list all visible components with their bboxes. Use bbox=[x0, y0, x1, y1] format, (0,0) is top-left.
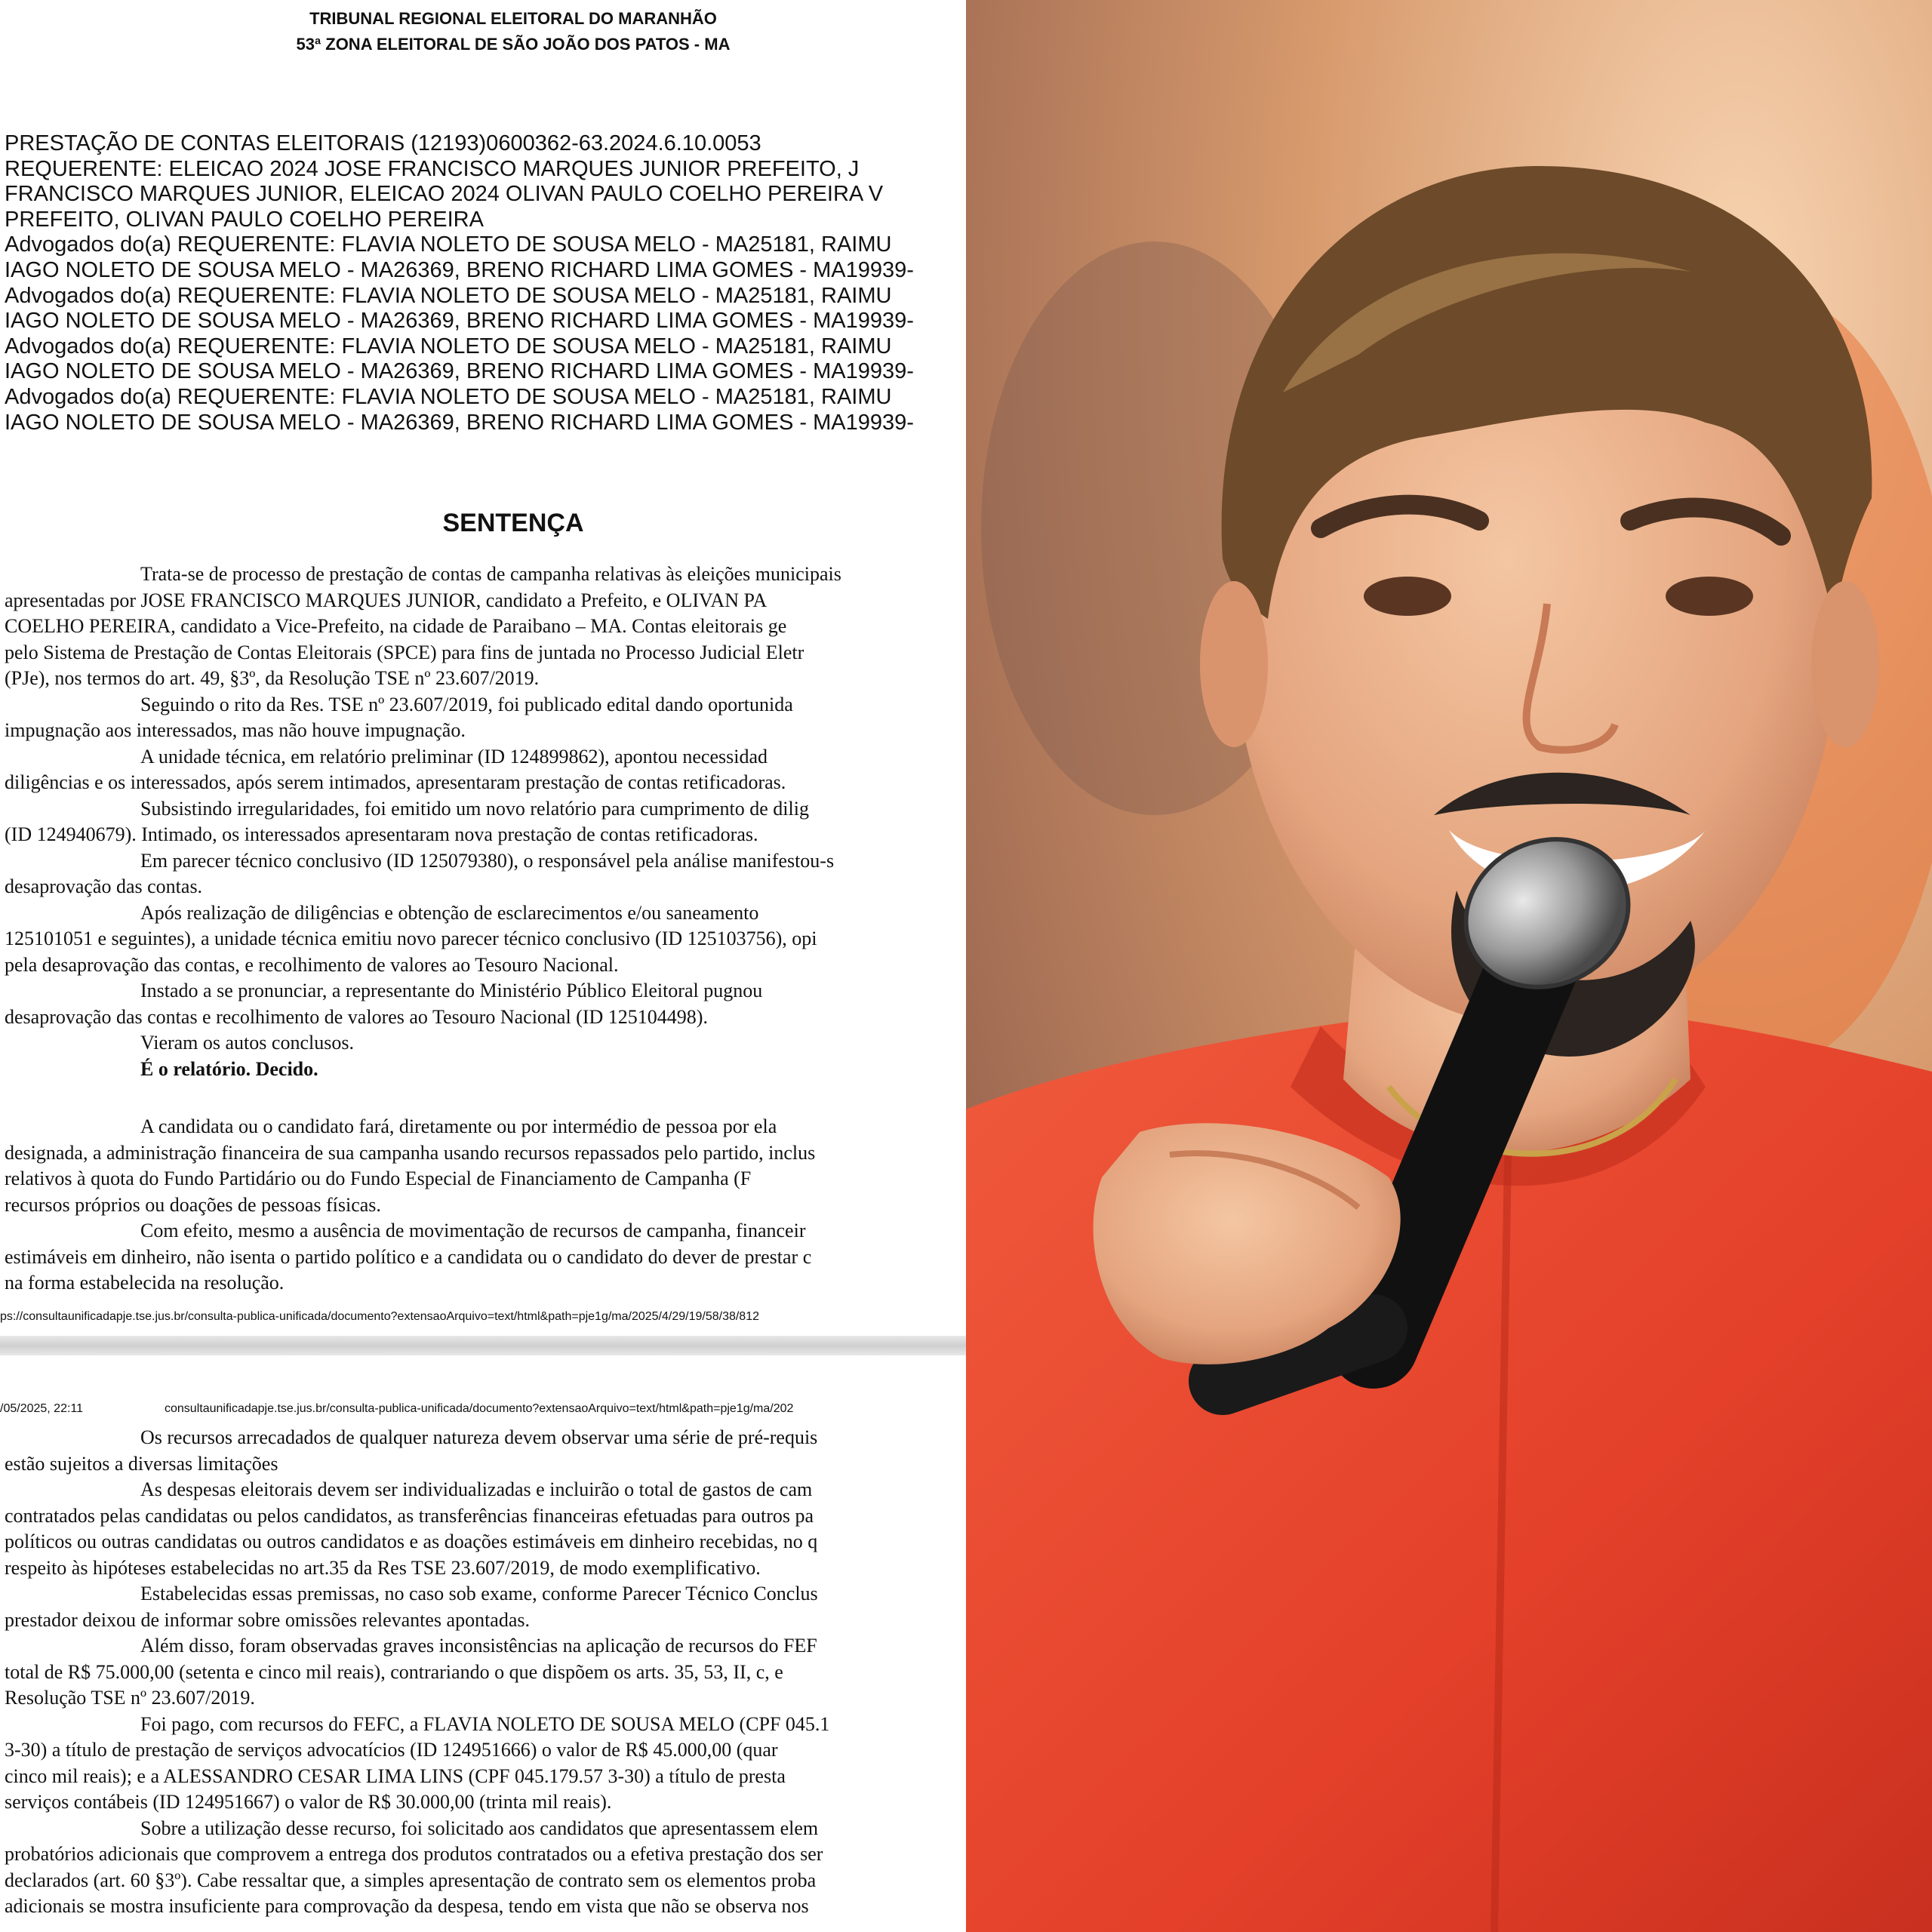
sentence-body-continued bbox=[5, 1114, 966, 1297]
paragraph-line: Trata-se de processo de prestação de contas de campanha relativas às eleições municipais bbox=[140, 563, 841, 585]
paragraph-line: serviços contábeis (ID 124951667) o valor de R$ 30.000,00 (trinta mil reais). bbox=[5, 1791, 612, 1813]
paragraph-line: Seguindo o rito da Res. TSE nº 23.607/2019, foi publicado edital dando oportunida bbox=[140, 693, 793, 715]
paragraph-line: relativos à quota do Fundo Partidário ou do Fundo Especial de Financiamento de Campanha (F bbox=[5, 1168, 752, 1189]
paragraph-line: (ID 124940679). Intimado, os interessados apresentaram nova prestação de contas retificadoras. bbox=[5, 823, 758, 845]
case-line: FRANCISCO MARQUES JUNIOR, ELEICAO 2024 OLIVAN PAULO COELHO PEREIRA V bbox=[5, 182, 884, 207]
paragraph-line: declarados (art. 60 §3º). Cabe ressaltar que, a simples apresentação de contrato sem os elementos proba bbox=[5, 1869, 817, 1891]
paragraph-line: (PJe), nos termos do art. 49, §3º, da Resolução TSE nº 23.607/2019. bbox=[5, 667, 540, 689]
paragraph-line: É o relatório. Decido. bbox=[140, 1057, 318, 1080]
print-date: /05/2025, 22:11 bbox=[0, 1402, 84, 1415]
paragraph-line: apresentadas por JOSE FRANCISCO MARQUES JUNIOR, candidato a Prefeito, e OLIVAN PA bbox=[5, 589, 768, 611]
candidate-photo bbox=[966, 0, 1932, 1932]
paragraph-line: COELHO PEREIRA, candidato a Vice-Prefeito, na cidade de Paraibano – MA. Contas eleitorais ge bbox=[5, 615, 787, 637]
case-line: REQUERENTE: ELEICAO 2024 JOSE FRANCISCO MARQUES JUNIOR PREFEITO, J bbox=[5, 156, 860, 181]
document-page-2 bbox=[0, 1355, 966, 1932]
print-url: consultaunificadapje.tse.jus.br/consulta-publica-unificada/documento?extensaoArquivo=text/html&path=pje1g/ma/202 bbox=[165, 1402, 794, 1415]
paragraph-line: contratados pelas candidatas ou pelos candidatos, as transferências financeiras efetuadas para outros pa bbox=[5, 1504, 814, 1527]
court-name: TRIBUNAL REGIONAL ELEITORAL DO MARANHÃO bbox=[309, 9, 717, 28]
paragraph-line: adicionais se mostra insuficiente para comprovação da despesa, tendo em vista que não se observa nos bbox=[5, 1895, 809, 1917]
paragraph-line: estão sujeitos a diversas limitações bbox=[5, 1452, 278, 1475]
case-line: Advogados do(a) REQUERENTE: FLAVIA NOLETO DE SOUSA MELO - MA25181, RAIMU bbox=[5, 334, 892, 358]
paragraph-line: políticos ou outras candidatas ou outros candidatos e as doações estimáveis em dinheiro recebidas, no q bbox=[5, 1531, 818, 1552]
paragraph-line: Instado a se pronunciar, a representante do Ministério Público Eleitoral pugnou bbox=[140, 980, 763, 1001]
paragraph-line: prestador deixou de informar sobre omissões relevantes apontadas. bbox=[5, 1608, 531, 1631]
paragraph-line: A candidata ou o candidato fará, diretamente ou por intermédio de pessoa por ela bbox=[140, 1115, 777, 1137]
paragraph-line: Além disso, foram observadas graves inconsistências na aplicação de recursos do FEF bbox=[140, 1635, 817, 1657]
paragraph-line: Foi pago, com recursos do FEFC, a FLAVIA NOLETO DE SOUSA MELO (CPF 045.1 bbox=[140, 1712, 830, 1735]
paragraph-line: 3-30) a título de prestação de serviços advocatícios (ID 124951666) o valor de R$ 45.000,00 (quar bbox=[5, 1739, 778, 1761]
paragraph-line: designada, a administração financeira de sua campanha usando recursos repassados pelo partido, inclus bbox=[5, 1141, 816, 1164]
paragraph-line: Estabelecidas essas premissas, no caso sob exame, conforme Parecer Técnico Conclus bbox=[140, 1583, 818, 1604]
paragraph-line: desaprovação das contas. bbox=[5, 875, 203, 897]
case-line: IAGO NOLETO DE SOUSA MELO - MA26369, BRENO RICHARD LIMA GOMES - MA19939- bbox=[5, 359, 914, 384]
paragraph-line: Sobre a utilização desse recurso, foi solicitado aos candidatos que apresentassem elem bbox=[140, 1817, 819, 1839]
case-line: IAGO NOLETO DE SOUSA MELO - MA26369, BRENO RICHARD LIMA GOMES - MA19939- bbox=[5, 258, 914, 282]
paragraph-line: diligências e os interessados, após serem intimados, apresentaram prestação de contas retificadoras. bbox=[5, 771, 786, 793]
court-zone: 53ª ZONA ELEITORAL DE SÃO JOÃO DOS PATOS - MA bbox=[296, 35, 731, 54]
case-line: IAGO NOLETO DE SOUSA MELO - MA26369, BRENO RICHARD LIMA GOMES - MA19939- bbox=[5, 309, 914, 334]
paragraph-line: A unidade técnica, em relatório preliminar (ID 124899862), apontou necessidad bbox=[140, 745, 768, 768]
paragraph-line: respeito às hipóteses estabelecidas no art.35 da Res TSE 23.607/2019, de modo exemplificativo. bbox=[5, 1556, 761, 1579]
right-eye bbox=[1666, 577, 1753, 616]
paragraph-line: Resolução TSE nº 23.607/2019. bbox=[5, 1687, 255, 1709]
footer-url: ps://consultaunificadapje.tse.jus.br/consulta-publica-unificada/documento?extensaoArquivo=text/html&path=pje1g/ma/2025/4/29/19/58/38/812 bbox=[0, 1310, 759, 1323]
paragraph-line: recursos próprios ou doações de pessoas físicas. bbox=[5, 1193, 381, 1216]
paragraph-line: Em parecer técnico conclusivo (ID 125079380), o responsável pela análise manifestou-s bbox=[140, 849, 835, 872]
paragraph-line: pelo Sistema de Prestação de Contas Eleitorais (SPCE) para fins de juntada no Processo Judicial Eletr bbox=[5, 641, 804, 663]
paragraph-line: Com efeito, mesmo a ausência de movimentação de recursos de campanha, financeir bbox=[140, 1220, 806, 1241]
paragraph-line: desaprovação das contas e recolhimento de valores ao Tesouro Nacional (ID 125104498). bbox=[5, 1005, 708, 1028]
paragraph-line: Após realização de diligências e obtenção de esclarecimentos e/ou saneamento bbox=[140, 901, 759, 924]
paragraph-line: impugnação aos interessados, mas não houve impugnação. bbox=[5, 719, 466, 741]
paragraph-line: Subsistindo irregularidades, foi emitido um novo relatório para cumprimento de dilig bbox=[140, 797, 809, 820]
paragraph-line: cinco mil reais); e a ALESSANDRO CESAR LIMA LINS (CPF 045.179.57 3-30) a título de presta bbox=[5, 1764, 786, 1787]
case-line: Advogados do(a) REQUERENTE: FLAVIA NOLETO DE SOUSA MELO - MA25181, RAIMU bbox=[5, 283, 892, 308]
paragraph-line: pela desaprovação das contas, e recolhimento de valores ao Tesouro Nacional. bbox=[5, 953, 619, 976]
paragraph-line: 125101051 e seguintes), a unidade técnica emitiu novo parecer técnico conclusivo (ID 125103756), opi bbox=[5, 928, 817, 949]
case-line: Advogados do(a) REQUERENTE: FLAVIA NOLETO DE SOUSA MELO - MA25181, RAIMU bbox=[5, 232, 892, 257]
case-line: IAGO NOLETO DE SOUSA MELO - MA26369, BRENO RICHARD LIMA GOMES - MA19939- bbox=[5, 410, 914, 435]
paragraph-line: total de R$ 75.000,00 (setenta e cinco mil reais), contrariando o que dispõem os arts. 35, 53, II, c, e bbox=[5, 1660, 783, 1683]
paragraph-line: estimáveis em dinheiro, não isenta o partido político e a candidata ou o candidato do dever de prestar c bbox=[5, 1245, 812, 1268]
paragraph-line: Os recursos arrecadados de qualquer natureza devem observar uma série de pré-requis bbox=[140, 1426, 818, 1448]
paragraph-line: As despesas eleitorais devem ser individualizadas e incluirão o total de gastos de cam bbox=[140, 1478, 813, 1500]
left-eye bbox=[1364, 577, 1451, 616]
case-line: PRESTAÇÃO DE CONTAS ELEITORAIS (12193)0600362-63.2024.6.10.0053 bbox=[5, 131, 761, 155]
paragraph-line: probatórios adicionais que comprovem a entrega dos produtos contratados ou a efetiva prestação dos ser bbox=[5, 1843, 823, 1865]
paragraph-line: Vieram os autos conclusos. bbox=[140, 1032, 354, 1054]
candidate-illustration bbox=[966, 0, 1932, 1932]
case-line: Advogados do(a) REQUERENTE: FLAVIA NOLETO DE SOUSA MELO - MA25181, RAIMU bbox=[5, 385, 892, 409]
sentence-body bbox=[5, 561, 966, 1082]
paragraph-line: na forma estabelecida na resolução. bbox=[5, 1272, 285, 1294]
page-separator bbox=[0, 1336, 966, 1355]
case-line: PREFEITO, OLIVAN PAULO COELHO PEREIRA bbox=[5, 207, 484, 232]
document-page-1 bbox=[0, 0, 966, 1336]
page-title: SENTENÇA bbox=[442, 509, 584, 537]
sentence-body-page-2 bbox=[5, 1425, 966, 1920]
